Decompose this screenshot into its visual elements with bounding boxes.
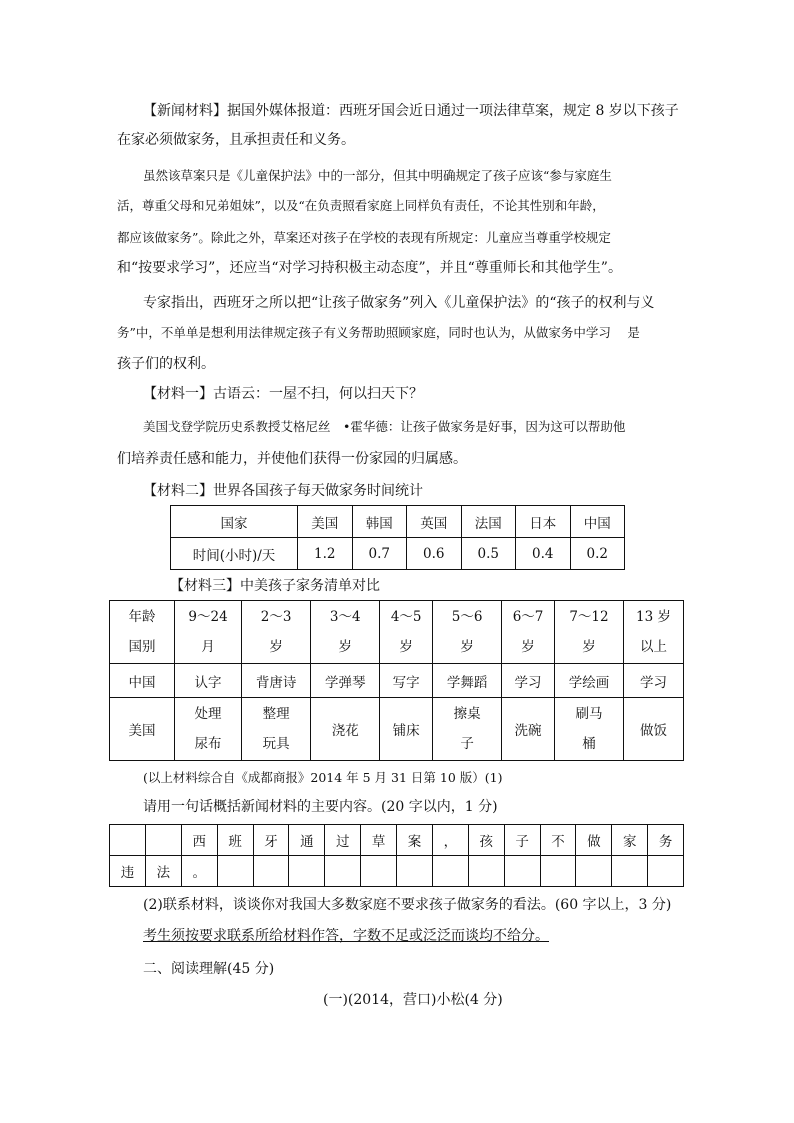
grid-cell: 西 — [181, 825, 217, 856]
grid-cell — [504, 856, 540, 887]
news-paragraph-line: 和“按要求学习”，还应当“对学习持积极主动态度”，并且“尊重师长和其他学生”。 — [117, 260, 622, 276]
grid-cell — [325, 856, 361, 887]
table-cell: 做饭 — [624, 698, 684, 761]
grid-cell: 。 — [181, 856, 217, 887]
table-cell: 学舞蹈 — [433, 664, 502, 698]
grid-cell — [361, 856, 397, 887]
chores-comparison-table — [109, 600, 684, 761]
news-paragraph-line: 虽然该草案只是《儿童保护法》中的一部分，但其中明确规定了孩子应该“参与家庭生 — [143, 168, 612, 183]
table-cell: 美国 — [298, 506, 353, 538]
cell-line: 以上 — [640, 639, 668, 655]
table-cell — [175, 601, 242, 664]
grid-cell — [145, 825, 181, 856]
table-cell: 浇花 — [311, 698, 380, 761]
table-cell: 0.4 — [516, 538, 571, 570]
grid-cell: 不 — [540, 825, 576, 856]
cell-line: 5～6 — [451, 609, 483, 625]
cell-line: 岁 — [460, 639, 474, 655]
table-cell: 学习 — [624, 664, 684, 698]
table-row — [110, 856, 684, 887]
table-cell: 中国 — [570, 506, 625, 538]
cell-line: 岁 — [269, 639, 283, 655]
table-row — [171, 506, 625, 538]
table-cell: 写字 — [380, 664, 433, 698]
grid-cell — [612, 856, 648, 887]
grid-cell — [217, 856, 253, 887]
table-cell — [110, 601, 175, 664]
grid-cell — [576, 856, 612, 887]
cell-line: 岁 — [582, 639, 596, 655]
table-cell: 铺床 — [380, 698, 433, 761]
table-cell — [242, 601, 311, 664]
cell-line: 岁 — [399, 639, 413, 655]
table-cell — [433, 698, 502, 761]
table-cell — [554, 698, 623, 761]
cell-line: 年龄 — [128, 609, 156, 625]
table-row — [110, 698, 684, 761]
cell-line: 国别 — [128, 639, 156, 655]
cell-line: 岁 — [521, 639, 535, 655]
answer-grid — [109, 824, 684, 887]
cell-line: 6～7 — [512, 609, 544, 625]
table-row — [171, 538, 625, 570]
grid-cell: 通 — [289, 825, 325, 856]
table-cell: 学绘画 — [554, 664, 623, 698]
news-paragraph-line — [143, 101, 679, 121]
table-cell: 1.2 — [298, 538, 353, 570]
table-cell: 法国 — [461, 506, 516, 538]
grid-cell: 过 — [325, 825, 361, 856]
news-label: 【新闻材料】 — [143, 103, 227, 119]
table-cell: 0.6 — [407, 538, 462, 570]
cell-line: 3～4 — [329, 609, 361, 625]
grid-cell: 违 — [110, 856, 146, 887]
source-citation: (以上材料综合自《成都商报》2014 年 5 月 31 日第 10 版）(1) — [143, 770, 503, 785]
grid-cell: 务 — [648, 825, 684, 856]
grid-cell — [397, 856, 433, 887]
grid-cell — [432, 856, 468, 887]
cell-line: 月 — [201, 639, 215, 655]
table-cell: 0.2 — [570, 538, 625, 570]
table-cell: 背唐诗 — [242, 664, 311, 698]
grid-cell — [110, 825, 146, 856]
table-cell: 0.5 — [461, 538, 516, 570]
material-three-title: 【材料三】中美孩子家务清单对比 — [170, 578, 380, 594]
cell-line: 9～24 — [188, 609, 228, 625]
table-cell: 美国 — [110, 698, 175, 761]
table-cell: 韩国 — [352, 506, 407, 538]
table-cell: 洗碗 — [502, 698, 555, 761]
grid-cell: 班 — [217, 825, 253, 856]
grid-cell: 牙 — [253, 825, 289, 856]
table-cell: 日本 — [516, 506, 571, 538]
grid-cell: ， — [432, 825, 468, 856]
table-cell — [380, 601, 433, 664]
material-one-quote: 【材料一】古语云：一屋不扫，何以扫天下？ — [143, 386, 423, 402]
grid-cell: 草 — [361, 825, 397, 856]
cell-line: 尿布 — [194, 736, 222, 752]
table-cell — [624, 601, 684, 664]
cell-line: 处理 — [194, 706, 222, 722]
section-heading: 二、阅读理解(45 分) — [143, 961, 275, 977]
cell-line: 玩具 — [262, 736, 290, 752]
cell-line: 4～5 — [390, 609, 422, 625]
material-one-text: 美国戈登学院历史系教授艾格尼丝 •霍华德：让孩子做家务是好事，因为这可以帮助他 — [143, 419, 626, 434]
news-paragraph-line: 务”中，不单单是想利用法律规定孩子有义务帮助照顾家庭，同时也认为，从做家务中学习 是 — [117, 325, 640, 340]
cell-line: 13 岁 — [636, 609, 672, 625]
cell-line: 2～3 — [260, 609, 292, 625]
grid-cell: 做 — [576, 825, 612, 856]
news-text: 据国外媒体报道：西班牙国会近日通过一项法律草案，规定 8 岁以下孩子 — [227, 103, 679, 119]
news-paragraph-line: 都应该做家务”。除此之外，草案还对孩子在学校的表现有所规定：儿童应当尊重学校规定 — [117, 230, 611, 245]
table-cell: 认字 — [175, 664, 242, 698]
table-cell: 时间(小时)/天 — [171, 538, 298, 570]
table-row — [110, 825, 684, 856]
cell-line: 桶 — [582, 736, 596, 752]
cell-line: 整理 — [262, 706, 290, 722]
table-cell: 0.7 — [352, 538, 407, 570]
table-cell: 国家 — [171, 506, 298, 538]
scoring-note: 考生须按要求联系所给材料作答，字数不足或泛泛而谈均不给分。 — [143, 928, 549, 944]
news-paragraph-line: 在家必须做家务，且承担责任和义务。 — [117, 132, 355, 148]
table-cell — [433, 601, 502, 664]
cell-line: 岁 — [338, 639, 352, 655]
grid-cell: 家 — [612, 825, 648, 856]
subsection-heading: (一)(2014，营口)小松(4 分) — [323, 992, 503, 1008]
question-2: (2)联系材料，谈谈你对我国大多数家庭不要求孩子做家务的看法。(60 字以上，3 分) — [143, 897, 672, 913]
table-cell: 学习 — [502, 664, 555, 698]
grid-cell: 法 — [145, 856, 181, 887]
material-one-text: 们培养责任感和能力，并使他们获得一份家园的归属感。 — [117, 451, 467, 467]
table-cell — [175, 698, 242, 761]
news-paragraph-line: 活，尊重父母和兄弟姐妹”，以及“在负责照看家庭上同样负有责任，不论其性别和年龄， — [117, 198, 605, 213]
table-cell — [554, 601, 623, 664]
question-1: 请用一句话概括新闻材料的主要内容。(20 字以内，1 分) — [143, 799, 498, 815]
news-paragraph-line: 孩子们的权利。 — [117, 356, 215, 372]
table-cell — [502, 601, 555, 664]
grid-cell — [540, 856, 576, 887]
grid-cell — [648, 856, 684, 887]
cell-line: 刷马 — [575, 706, 603, 722]
grid-cell — [289, 856, 325, 887]
grid-cell: 子 — [504, 825, 540, 856]
material-two-title: 【材料二】世界各国孩子每天做家务时间统计 — [143, 483, 423, 499]
grid-cell — [468, 856, 504, 887]
grid-cell — [253, 856, 289, 887]
table-cell: 学弹琴 — [311, 664, 380, 698]
table-cell: 英国 — [407, 506, 462, 538]
table-row — [110, 601, 684, 664]
table-cell: 中国 — [110, 664, 175, 698]
table-cell — [242, 698, 311, 761]
cell-line: 擦桌 — [453, 706, 481, 722]
cell-line: 7～12 — [569, 609, 609, 625]
news-paragraph-line: 专家指出，西班牙之所以把“让孩子做家务”列入《儿童保护法》的“孩子的权利与义 — [143, 295, 655, 311]
cell-line: 子 — [460, 736, 474, 752]
grid-cell: 案 — [397, 825, 433, 856]
housework-time-table — [170, 505, 625, 570]
table-row — [110, 664, 684, 698]
grid-cell: 孩 — [468, 825, 504, 856]
table-cell — [311, 601, 380, 664]
